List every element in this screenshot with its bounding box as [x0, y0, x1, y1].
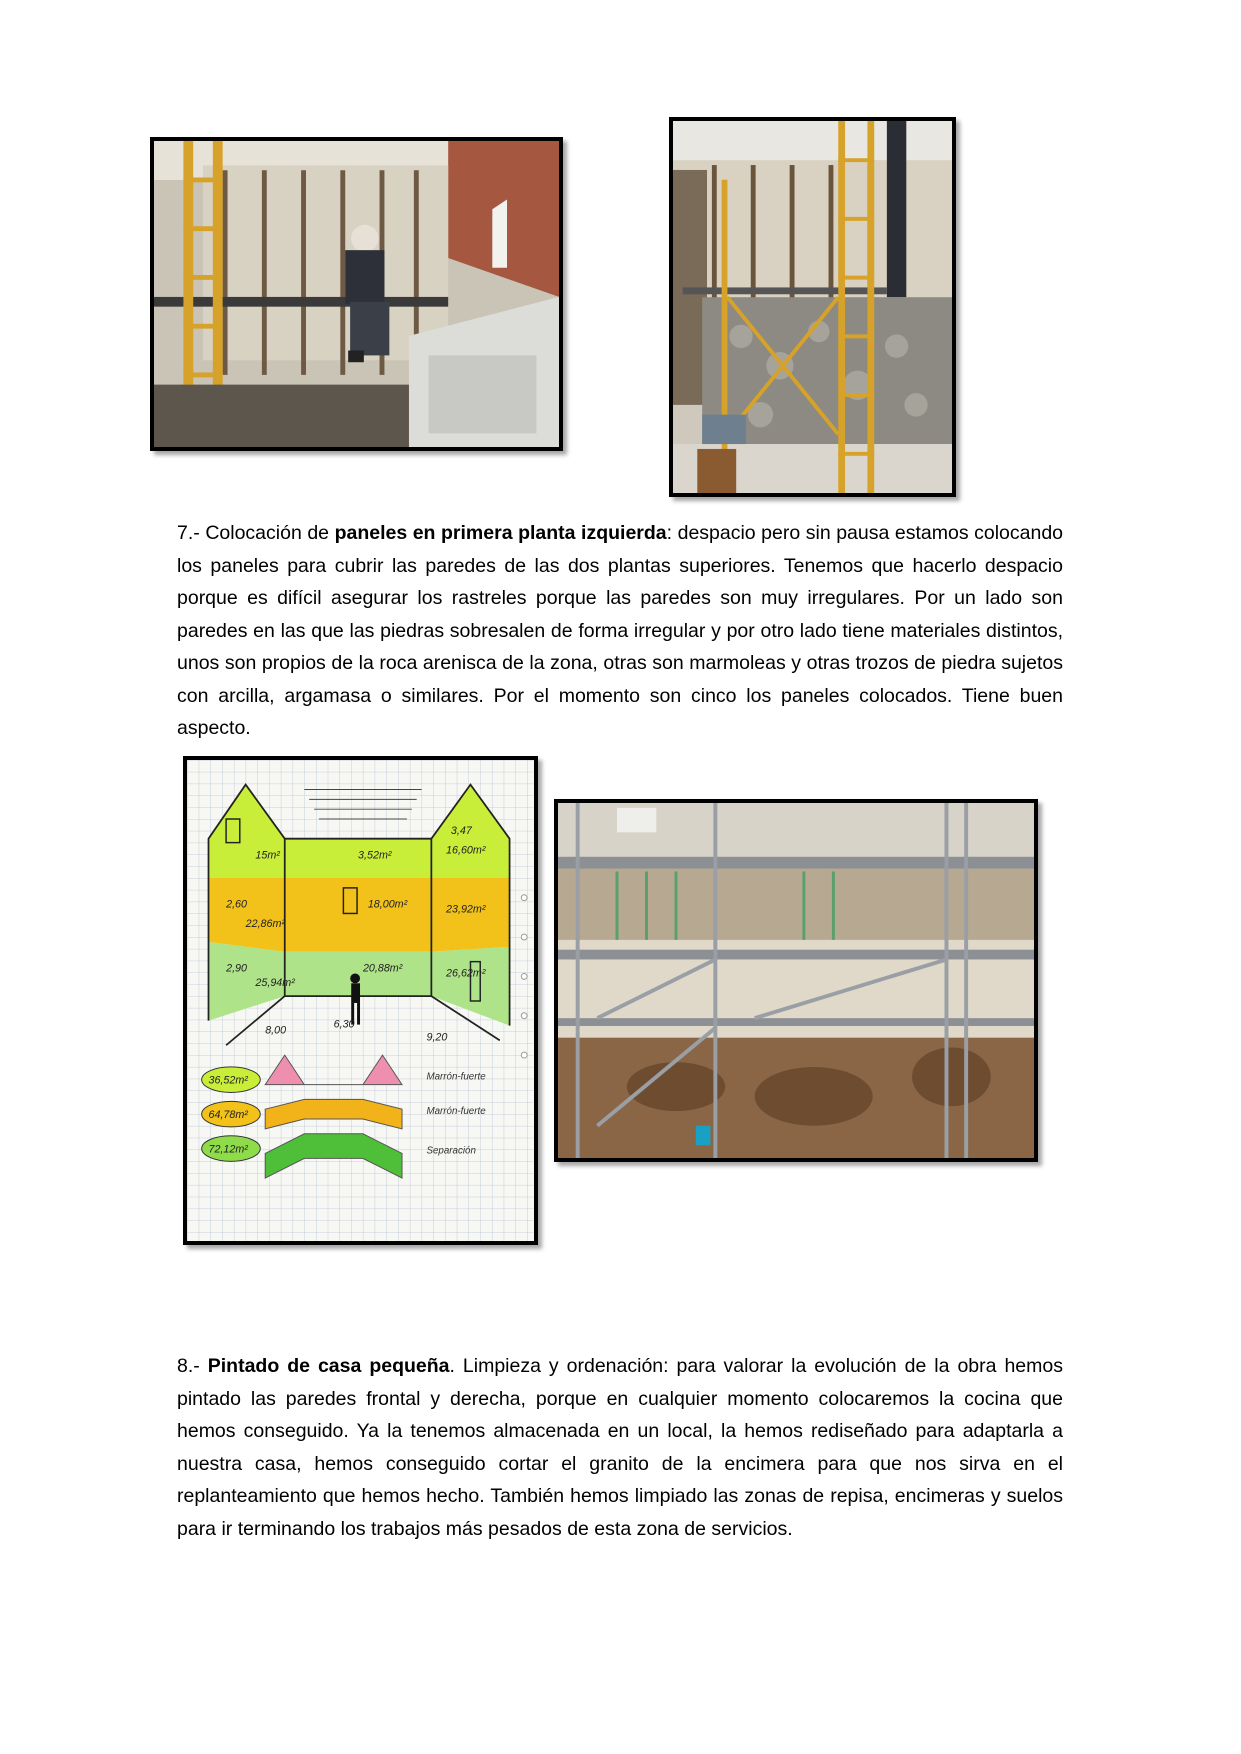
sketch-area-label: 23,92m²: [446, 903, 486, 916]
sketch-area-label: 9,20: [426, 1031, 448, 1044]
sketch-area-label: 2,90: [226, 962, 247, 975]
section-8-paragraph: 8.- Pintado de casa pequeña. Limpieza y ordenación: para valorar la evolución de la obra hemos pintado las paredes frontal y derecha, porque en cualquier momento colocaremos la cocina que hemos conseguido. Ya la tenemos almacenada en un local, la hemos rediseñado para adaptarla a nuestra casa, hemos conseguido cortar el granito de la encimera para que nos sirva en el replanteamiento que hemos hecho. También hemos limpiado las zonas de repisa, encimeras y suelos para ir terminando los trabajos más pesados de esta zona de servicios.: [177, 1355, 1063, 1540]
sketch-area-label: 6,30: [333, 1018, 355, 1031]
sketch-area-label: 25,94m²: [255, 977, 295, 990]
sketch-total-label: 72,12m²: [208, 1143, 248, 1156]
section-7-paragraph: 7.- Colocación de paneles en primera planta izquierda: despacio pero sin pausa estamos colocando los paneles para cubrir las paredes de las dos plantas superiores. Tenemos que hacerlo despacio porque es difícil asegurar los rastreles porque las paredes son muy irregulares. Por un lado son paredes en las que las piedras sobresalen de forma irregular y por otro lado tiene materiales distintos, unos son propios de la roca arenisca de la zona, otras son marmoleas y otras trozos de piedra sujetos con arcilla, argamasa o similares. Por el momento son cinco los paneles colocados. Tiene buen aspecto.: [177, 522, 1064, 739]
photo-scaffold-platforms: [554, 799, 1038, 1162]
sketch-wall-areas: [183, 756, 538, 1245]
sketch-area-label: 15m²: [255, 849, 280, 862]
sketch-area-label: 2,60: [226, 898, 247, 911]
sketch-legend-label: Marrón-fuerte: [426, 1071, 486, 1083]
sketch-total-label: 36,52m²: [208, 1074, 248, 1087]
sketch-area-label: 26,62m²: [446, 967, 486, 980]
photo-scaffold-stone-wall: [669, 117, 956, 497]
sketch-area-label: 3,52m²: [358, 849, 392, 862]
sketch-area-label: 18,00m²: [367, 898, 408, 911]
sketch-area-label: 20,88m²: [362, 962, 403, 975]
sketch-legend-label: Separación: [426, 1145, 476, 1157]
section-8-title: Pintado de casa pequeña: [207, 1355, 450, 1377]
sketch-area-label: 16,60m²: [446, 844, 486, 857]
photo-worker-on-scaffold: [150, 137, 563, 451]
sketch-legend-label: Marrón-fuerte: [426, 1106, 486, 1118]
sketch-total-label: 64,78m²: [208, 1109, 248, 1122]
sketch-area-label: 22,86m²: [245, 918, 286, 931]
sketch-area-label: 3,47: [450, 824, 472, 837]
sketch-area-label: 8,00: [265, 1024, 287, 1037]
section-7-title: paneles en primera planta izquierda: [334, 522, 667, 544]
